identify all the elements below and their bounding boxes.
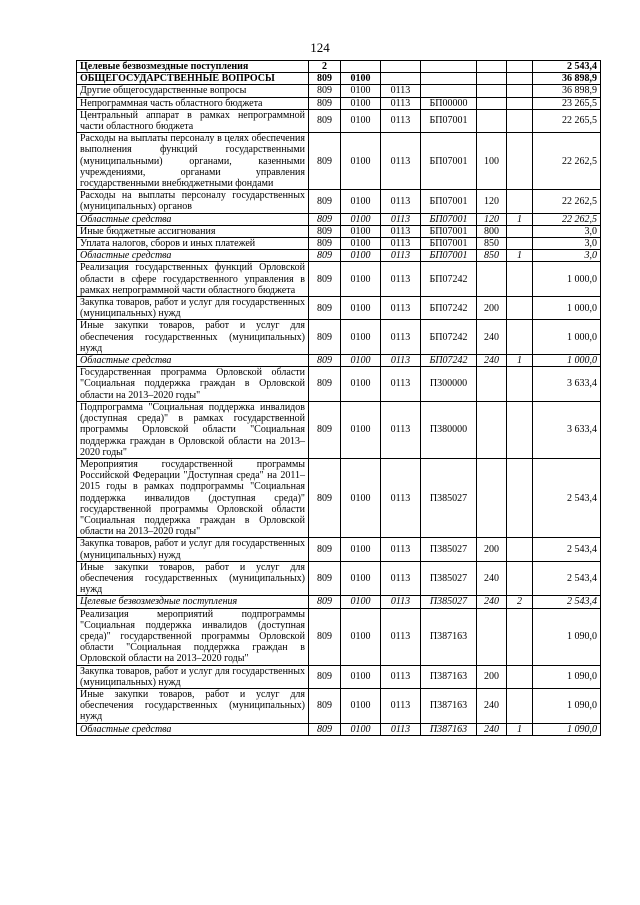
cell-subsection-code: 0113 [381, 262, 421, 297]
cell-name: Другие общегосударственные вопросы [77, 85, 309, 97]
cell-subsection-code: 0113 [381, 190, 421, 213]
cell-expense-type: 240 [477, 596, 507, 608]
cell-expense-type [477, 367, 507, 402]
cell-section-code: 0100 [341, 320, 381, 355]
cell-target-article: БП07001 [421, 109, 477, 132]
cell-section-code: 0100 [341, 213, 381, 225]
cell-subsection-code: 0113 [381, 596, 421, 608]
cell-subsection-code: 0113 [381, 723, 421, 735]
cell-expense-type [477, 109, 507, 132]
table-row [77, 401, 601, 458]
cell-ministry-code: 809 [309, 109, 341, 132]
cell-subsection-code: 0113 [381, 250, 421, 262]
table-row [77, 61, 601, 73]
cell-subsection-code: 0113 [381, 320, 421, 355]
cell-target-article: БП07001 [421, 213, 477, 225]
cell-target-article: П387163 [421, 608, 477, 665]
cell-expense-type: 240 [477, 723, 507, 735]
cell-target-article: БП07001 [421, 238, 477, 250]
cell-name: Иные бюджетные ассигнования [77, 225, 309, 237]
table-row [77, 665, 601, 688]
cell-section-code: 0100 [341, 73, 381, 85]
cell-section-code: 0100 [341, 133, 381, 190]
cell-funding-source [507, 297, 533, 320]
cell-amount: 2 543,4 [533, 596, 601, 608]
cell-amount: 1 090,0 [533, 608, 601, 665]
cell-amount: 2 543,4 [533, 561, 601, 596]
cell-funding-source: 1 [507, 250, 533, 262]
cell-funding-source [507, 688, 533, 723]
cell-subsection-code: 0113 [381, 297, 421, 320]
cell-section-code: 0100 [341, 97, 381, 109]
table-row [77, 73, 601, 85]
cell-target-article: БП00000 [421, 97, 477, 109]
table-row [77, 608, 601, 665]
cell-subsection-code: 0113 [381, 665, 421, 688]
table-row [77, 85, 601, 97]
cell-section-code: 0100 [341, 190, 381, 213]
table-row [77, 297, 601, 320]
cell-amount: 3,0 [533, 225, 601, 237]
cell-amount: 22 262,5 [533, 133, 601, 190]
cell-section-code: 0100 [341, 723, 381, 735]
cell-ministry-code: 809 [309, 213, 341, 225]
cell-name: Закупка товаров, работ и услуг для государственных (муниципальных) нужд [77, 297, 309, 320]
cell-amount: 3,0 [533, 250, 601, 262]
cell-subsection-code: 0113 [381, 561, 421, 596]
cell-expense-type: 120 [477, 190, 507, 213]
cell-target-article: БП07001 [421, 225, 477, 237]
cell-subsection-code: 0113 [381, 85, 421, 97]
cell-expense-type: 240 [477, 561, 507, 596]
cell-section-code [341, 61, 381, 73]
cell-subsection-code: 0113 [381, 458, 421, 537]
cell-funding-source: 1 [507, 355, 533, 367]
cell-funding-source [507, 458, 533, 537]
cell-expense-type: 120 [477, 213, 507, 225]
cell-name: Иные закупки товаров, работ и услуг для обеспечения государственных (муниципальных) нужд [77, 561, 309, 596]
cell-ministry-code: 809 [309, 262, 341, 297]
cell-subsection-code: 0113 [381, 97, 421, 109]
cell-expense-type [477, 458, 507, 537]
cell-expense-type [477, 85, 507, 97]
cell-funding-source [507, 367, 533, 402]
cell-name: Подпрограмма "Социальная поддержка инвалидов (доступная среда)" в рамках государственной программы Орловской области "Социальная поддержка граждан в Орловской области на 2013–2020 годы" [77, 401, 309, 458]
cell-subsection-code: 0113 [381, 213, 421, 225]
cell-funding-source [507, 225, 533, 237]
cell-ministry-code: 809 [309, 190, 341, 213]
cell-funding-source [507, 61, 533, 73]
cell-subsection-code: 0113 [381, 608, 421, 665]
cell-section-code: 0100 [341, 538, 381, 561]
cell-section-code: 0100 [341, 85, 381, 97]
cell-ministry-code: 809 [309, 355, 341, 367]
cell-section-code: 0100 [341, 367, 381, 402]
cell-amount: 36 898,9 [533, 85, 601, 97]
cell-ministry-code: 809 [309, 85, 341, 97]
cell-expense-type: 200 [477, 297, 507, 320]
cell-section-code: 0100 [341, 250, 381, 262]
cell-subsection-code: 0113 [381, 401, 421, 458]
cell-target-article: П387163 [421, 665, 477, 688]
cell-name: Целевые безвозмездные поступления [77, 596, 309, 608]
cell-amount: 22 262,5 [533, 190, 601, 213]
cell-funding-source: 2 [507, 596, 533, 608]
cell-funding-source: 1 [507, 213, 533, 225]
table-row [77, 367, 601, 402]
cell-funding-source [507, 538, 533, 561]
cell-ministry-code: 809 [309, 665, 341, 688]
cell-name: Закупка товаров, работ и услуг для государственных (муниципальных) нужд [77, 538, 309, 561]
cell-name: Областные средства [77, 355, 309, 367]
cell-expense-type [477, 608, 507, 665]
cell-name: Центральный аппарат в рамках непрограммной части областного бюджета [77, 109, 309, 132]
cell-expense-type [477, 97, 507, 109]
cell-subsection-code: 0113 [381, 538, 421, 561]
cell-amount: 1 090,0 [533, 723, 601, 735]
cell-expense-type: 850 [477, 250, 507, 262]
cell-name: Расходы на выплаты персоналу государственных (муниципальных) органов [77, 190, 309, 213]
cell-amount: 1 000,0 [533, 355, 601, 367]
cell-ministry-code: 809 [309, 608, 341, 665]
cell-target-article: П385027 [421, 458, 477, 537]
cell-section-code: 0100 [341, 109, 381, 132]
table-row [77, 190, 601, 213]
cell-name: ОБЩЕГОСУДАРСТВЕННЫЕ ВОПРОСЫ [77, 73, 309, 85]
cell-name: Реализация государственных функций Орловской области в сфере государственного управления в рамках непрограммной части областного бюджета [77, 262, 309, 297]
cell-amount: 1 000,0 [533, 297, 601, 320]
cell-section-code: 0100 [341, 355, 381, 367]
cell-name: Областные средства [77, 250, 309, 262]
cell-funding-source [507, 401, 533, 458]
cell-name: Закупка товаров, работ и услуг для государственных (муниципальных) нужд [77, 665, 309, 688]
cell-name: Областные средства [77, 723, 309, 735]
table-row [77, 238, 601, 250]
cell-target-article: П380000 [421, 401, 477, 458]
cell-subsection-code: 0113 [381, 355, 421, 367]
budget-table [76, 60, 601, 736]
cell-target-article: БП07001 [421, 250, 477, 262]
cell-expense-type [477, 73, 507, 85]
cell-section-code: 0100 [341, 665, 381, 688]
cell-section-code: 0100 [341, 297, 381, 320]
cell-ministry-code: 809 [309, 367, 341, 402]
table-row [77, 538, 601, 561]
cell-expense-type [477, 401, 507, 458]
cell-ministry-code: 809 [309, 133, 341, 190]
cell-amount: 3 633,4 [533, 367, 601, 402]
cell-subsection-code [381, 61, 421, 73]
cell-ministry-code: 809 [309, 401, 341, 458]
cell-ministry-code: 809 [309, 238, 341, 250]
cell-funding-source [507, 85, 533, 97]
table-row [77, 688, 601, 723]
table-row [77, 458, 601, 537]
cell-ministry-code: 809 [309, 723, 341, 735]
cell-expense-type: 800 [477, 225, 507, 237]
cell-subsection-code: 0113 [381, 238, 421, 250]
table-row [77, 596, 601, 608]
cell-amount: 2 543,4 [533, 458, 601, 537]
cell-funding-source [507, 561, 533, 596]
cell-target-article [421, 73, 477, 85]
cell-funding-source [507, 262, 533, 297]
cell-expense-type: 200 [477, 665, 507, 688]
cell-target-article: П387163 [421, 723, 477, 735]
table-row [77, 723, 601, 735]
cell-name: Целевые безвозмездные поступления [77, 61, 309, 73]
table-row [77, 320, 601, 355]
cell-ministry-code: 809 [309, 73, 341, 85]
cell-section-code: 0100 [341, 238, 381, 250]
cell-expense-type: 240 [477, 320, 507, 355]
cell-amount: 1 090,0 [533, 688, 601, 723]
cell-funding-source [507, 73, 533, 85]
cell-amount: 3,0 [533, 238, 601, 250]
cell-ministry-code: 809 [309, 561, 341, 596]
cell-name: Непрограммная часть областного бюджета [77, 97, 309, 109]
cell-subsection-code: 0113 [381, 688, 421, 723]
cell-target-article: БП07242 [421, 320, 477, 355]
cell-ministry-code: 809 [309, 596, 341, 608]
cell-name: Иные закупки товаров, работ и услуг для обеспечения государственных (муниципальных) нужд [77, 688, 309, 723]
cell-amount: 1 090,0 [533, 665, 601, 688]
cell-expense-type: 850 [477, 238, 507, 250]
cell-ministry-code: 809 [309, 97, 341, 109]
cell-ministry-code: 2 [309, 61, 341, 73]
cell-amount: 36 898,9 [533, 73, 601, 85]
cell-ministry-code: 809 [309, 458, 341, 537]
cell-amount: 3 633,4 [533, 401, 601, 458]
cell-ministry-code: 809 [309, 538, 341, 561]
cell-funding-source [507, 238, 533, 250]
cell-name: Государственная программа Орловской области "Социальная поддержка граждан в Орловской области на 2013–2020 годы" [77, 367, 309, 402]
cell-target-article: П300000 [421, 367, 477, 402]
cell-expense-type [477, 262, 507, 297]
table-row [77, 133, 601, 190]
cell-expense-type: 240 [477, 355, 507, 367]
cell-target-article: П385027 [421, 538, 477, 561]
cell-section-code: 0100 [341, 608, 381, 665]
cell-expense-type: 100 [477, 133, 507, 190]
cell-section-code: 0100 [341, 561, 381, 596]
cell-section-code: 0100 [341, 225, 381, 237]
cell-subsection-code: 0113 [381, 367, 421, 402]
cell-name: Расходы на выплаты персоналу в целях обеспечения выполнения функций государственными (муниципальными) органами, казенными учреждениями, органами управления государственными внебюджетными фондами [77, 133, 309, 190]
cell-target-article: П385027 [421, 561, 477, 596]
cell-target-article [421, 61, 477, 73]
cell-funding-source [507, 320, 533, 355]
table-row [77, 250, 601, 262]
cell-subsection-code: 0113 [381, 133, 421, 190]
cell-amount: 23 265,5 [533, 97, 601, 109]
cell-target-article: БП07242 [421, 262, 477, 297]
cell-amount: 1 000,0 [533, 262, 601, 297]
cell-target-article: БП07001 [421, 190, 477, 213]
cell-subsection-code: 0113 [381, 225, 421, 237]
table-row [77, 97, 601, 109]
cell-target-article [421, 85, 477, 97]
cell-target-article: БП07242 [421, 355, 477, 367]
table-row [77, 355, 601, 367]
page-number: 124 [310, 40, 330, 55]
cell-target-article: БП07242 [421, 297, 477, 320]
cell-section-code: 0100 [341, 458, 381, 537]
cell-amount: 22 262,5 [533, 213, 601, 225]
cell-name: Реализация мероприятий подпрограммы "Социальная поддержка инвалидов (доступная среда)" государственной программы Орловской области "Социальная поддержка граждан в Орловской области на 2013–2020 годы" [77, 608, 309, 665]
cell-funding-source [507, 133, 533, 190]
cell-section-code: 0100 [341, 596, 381, 608]
cell-funding-source [507, 608, 533, 665]
cell-expense-type: 200 [477, 538, 507, 561]
cell-expense-type: 240 [477, 688, 507, 723]
cell-target-article: П385027 [421, 596, 477, 608]
cell-name: Областные средства [77, 213, 309, 225]
cell-target-article: БП07001 [421, 133, 477, 190]
cell-amount: 2 543,4 [533, 538, 601, 561]
cell-expense-type [477, 61, 507, 73]
cell-ministry-code: 809 [309, 320, 341, 355]
cell-amount: 22 265,5 [533, 109, 601, 132]
cell-target-article: П387163 [421, 688, 477, 723]
cell-funding-source [507, 665, 533, 688]
cell-amount: 2 543,4 [533, 61, 601, 73]
table-row [77, 109, 601, 132]
cell-section-code: 0100 [341, 262, 381, 297]
cell-ministry-code: 809 [309, 250, 341, 262]
cell-amount: 1 000,0 [533, 320, 601, 355]
cell-subsection-code: 0113 [381, 109, 421, 132]
cell-funding-source [507, 190, 533, 213]
cell-section-code: 0100 [341, 401, 381, 458]
cell-section-code: 0100 [341, 688, 381, 723]
cell-ministry-code: 809 [309, 225, 341, 237]
cell-funding-source [507, 109, 533, 132]
cell-name: Уплата налогов, сборов и иных платежей [77, 238, 309, 250]
cell-ministry-code: 809 [309, 297, 341, 320]
cell-name: Иные закупки товаров, работ и услуг для обеспечения государственных (муниципальных) нужд [77, 320, 309, 355]
table-row [77, 262, 601, 297]
table-row [77, 213, 601, 225]
cell-funding-source: 1 [507, 723, 533, 735]
cell-name: Мероприятия государственной программы Российской Федерации "Доступная среда" на 2011–2015 годы в рамках подпрограммы "Социальная поддержка инвалидов (доступная среда)" государственной программы Орловской области "Социальная поддержка граждан в Орловской области на 2013–2020 годы" [77, 458, 309, 537]
table-row [77, 561, 601, 596]
cell-ministry-code: 809 [309, 688, 341, 723]
table-row [77, 225, 601, 237]
cell-funding-source [507, 97, 533, 109]
cell-subsection-code [381, 73, 421, 85]
